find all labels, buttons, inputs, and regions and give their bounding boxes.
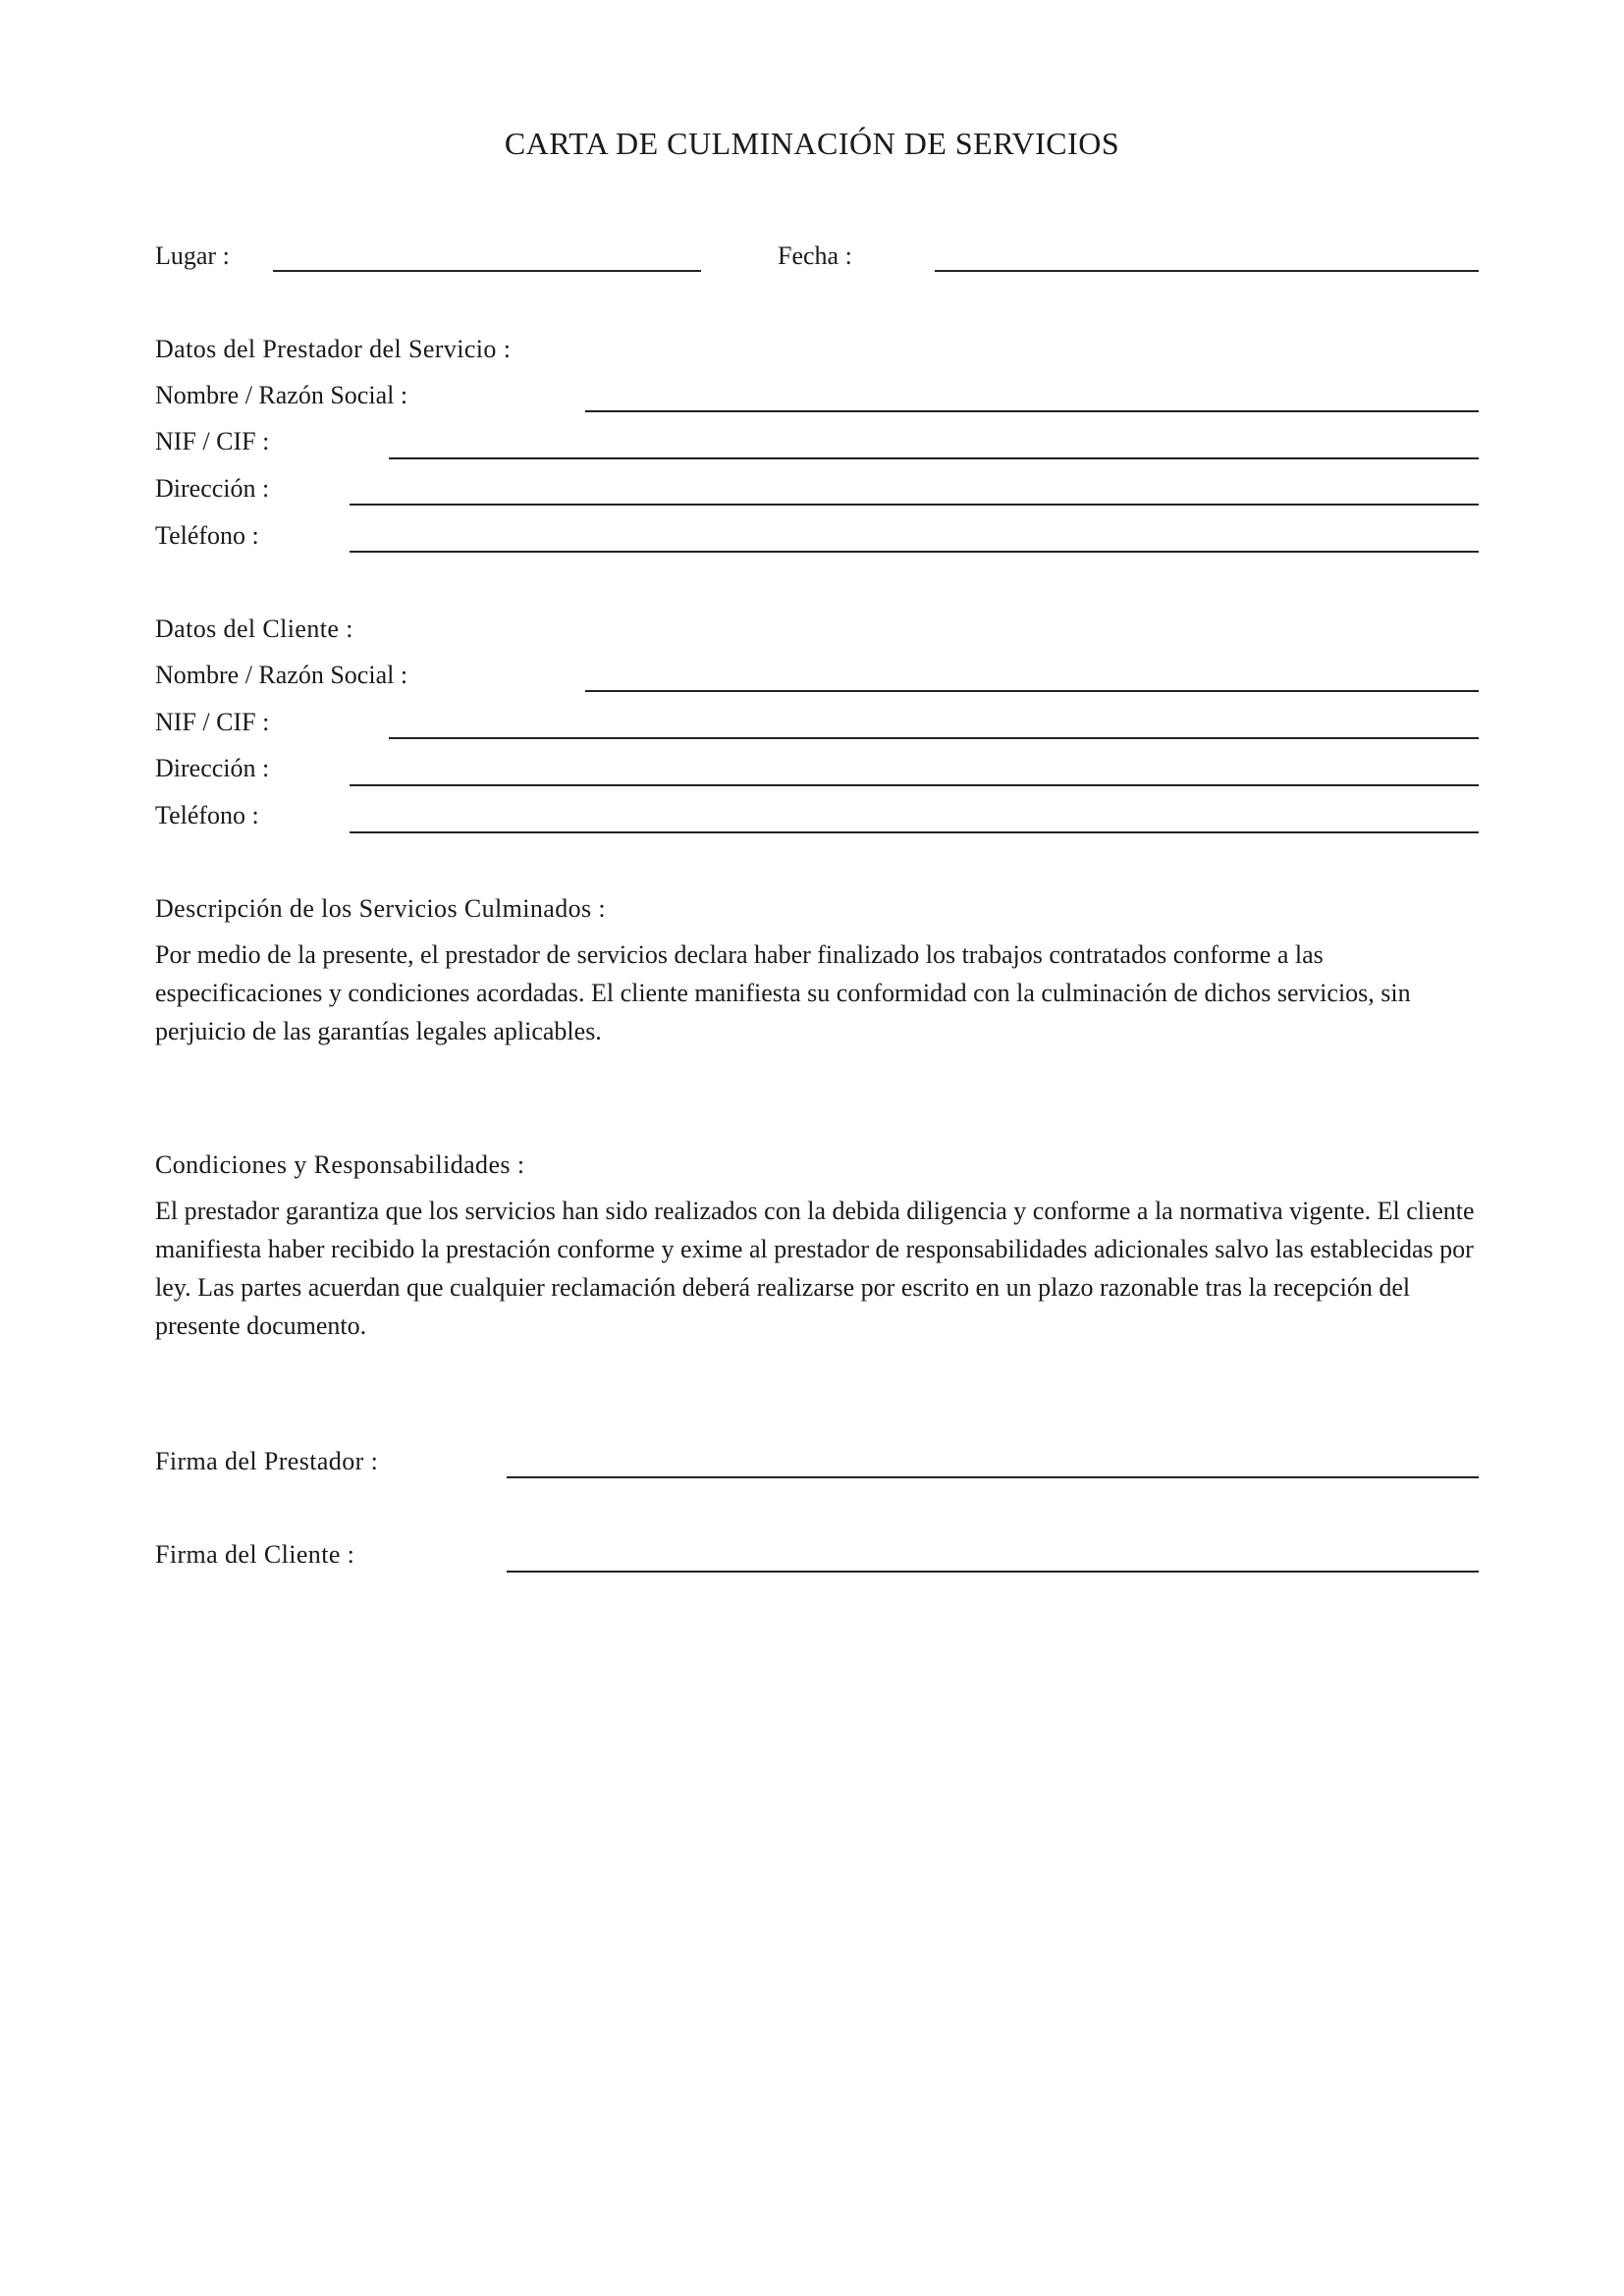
firma-prestador-line[interactable] bbox=[507, 1476, 1479, 1478]
prestador-telefono-label: Teléfono : bbox=[155, 521, 259, 550]
cliente-nif-line[interactable] bbox=[389, 737, 1479, 739]
prestador-telefono-line[interactable] bbox=[350, 551, 1479, 553]
prestador-heading: Datos del Prestador del Servicio : bbox=[155, 335, 512, 363]
cliente-nif-label: NIF / CIF : bbox=[155, 708, 270, 736]
firma-cliente-label: Firma del Cliente : bbox=[155, 1540, 355, 1569]
cliente-direccion-label: Dirección : bbox=[155, 754, 270, 782]
cliente-telefono-line[interactable] bbox=[350, 831, 1479, 833]
descripcion-heading: Descripción de los Servicios Culminados : bbox=[155, 894, 607, 923]
firma-prestador-label: Firma del Prestador : bbox=[155, 1447, 379, 1475]
fecha-field-line[interactable] bbox=[935, 270, 1479, 272]
prestador-nombre-line[interactable] bbox=[585, 410, 1479, 412]
firma-cliente-line[interactable] bbox=[507, 1571, 1479, 1573]
cliente-nombre-label: Nombre / Razón Social : bbox=[155, 661, 408, 689]
cliente-nombre-line[interactable] bbox=[585, 690, 1479, 692]
condiciones-heading: Condiciones y Responsabilidades : bbox=[155, 1150, 525, 1179]
fecha-label: Fecha : bbox=[778, 241, 852, 270]
cliente-telefono-label: Teléfono : bbox=[155, 801, 259, 829]
cliente-direccion-line[interactable] bbox=[350, 784, 1479, 786]
prestador-nif-label: NIF / CIF : bbox=[155, 427, 270, 455]
descripcion-text: Por medio de la presente, el prestador de servicios declara haber finalizado los trabajos contratados conforme a las especificaciones y condiciones acordadas. El cliente manifiesta su conformidad con la culminación de dichos servicios, sin perjuicio de las garantías legales aplicables. bbox=[155, 940, 1411, 1045]
prestador-direccion-line[interactable] bbox=[350, 504, 1479, 506]
cliente-heading: Datos del Cliente : bbox=[155, 614, 353, 643]
prestador-nif-line[interactable] bbox=[389, 457, 1479, 459]
prestador-nombre-label: Nombre / Razón Social : bbox=[155, 381, 408, 409]
condiciones-text: El prestador garantiza que los servicios han sido realizados con la debida diligencia y conforme a la normativa vigente. El cliente manifiesta haber recibido la prestación conforme y exime al prestador de responsabilidades adicionales salvo las establecidas por ley. Las partes acuerdan que cualquier reclamación deberá realizarse por escrito en un plazo razonable tras la recepción del presente documento. bbox=[155, 1197, 1475, 1340]
lugar-field-line[interactable] bbox=[273, 270, 701, 272]
lugar-label: Lugar : bbox=[155, 241, 230, 270]
document-title: CARTA DE CULMINACIÓN DE SERVICIOS bbox=[504, 126, 1120, 161]
prestador-direccion-label: Dirección : bbox=[155, 474, 270, 503]
